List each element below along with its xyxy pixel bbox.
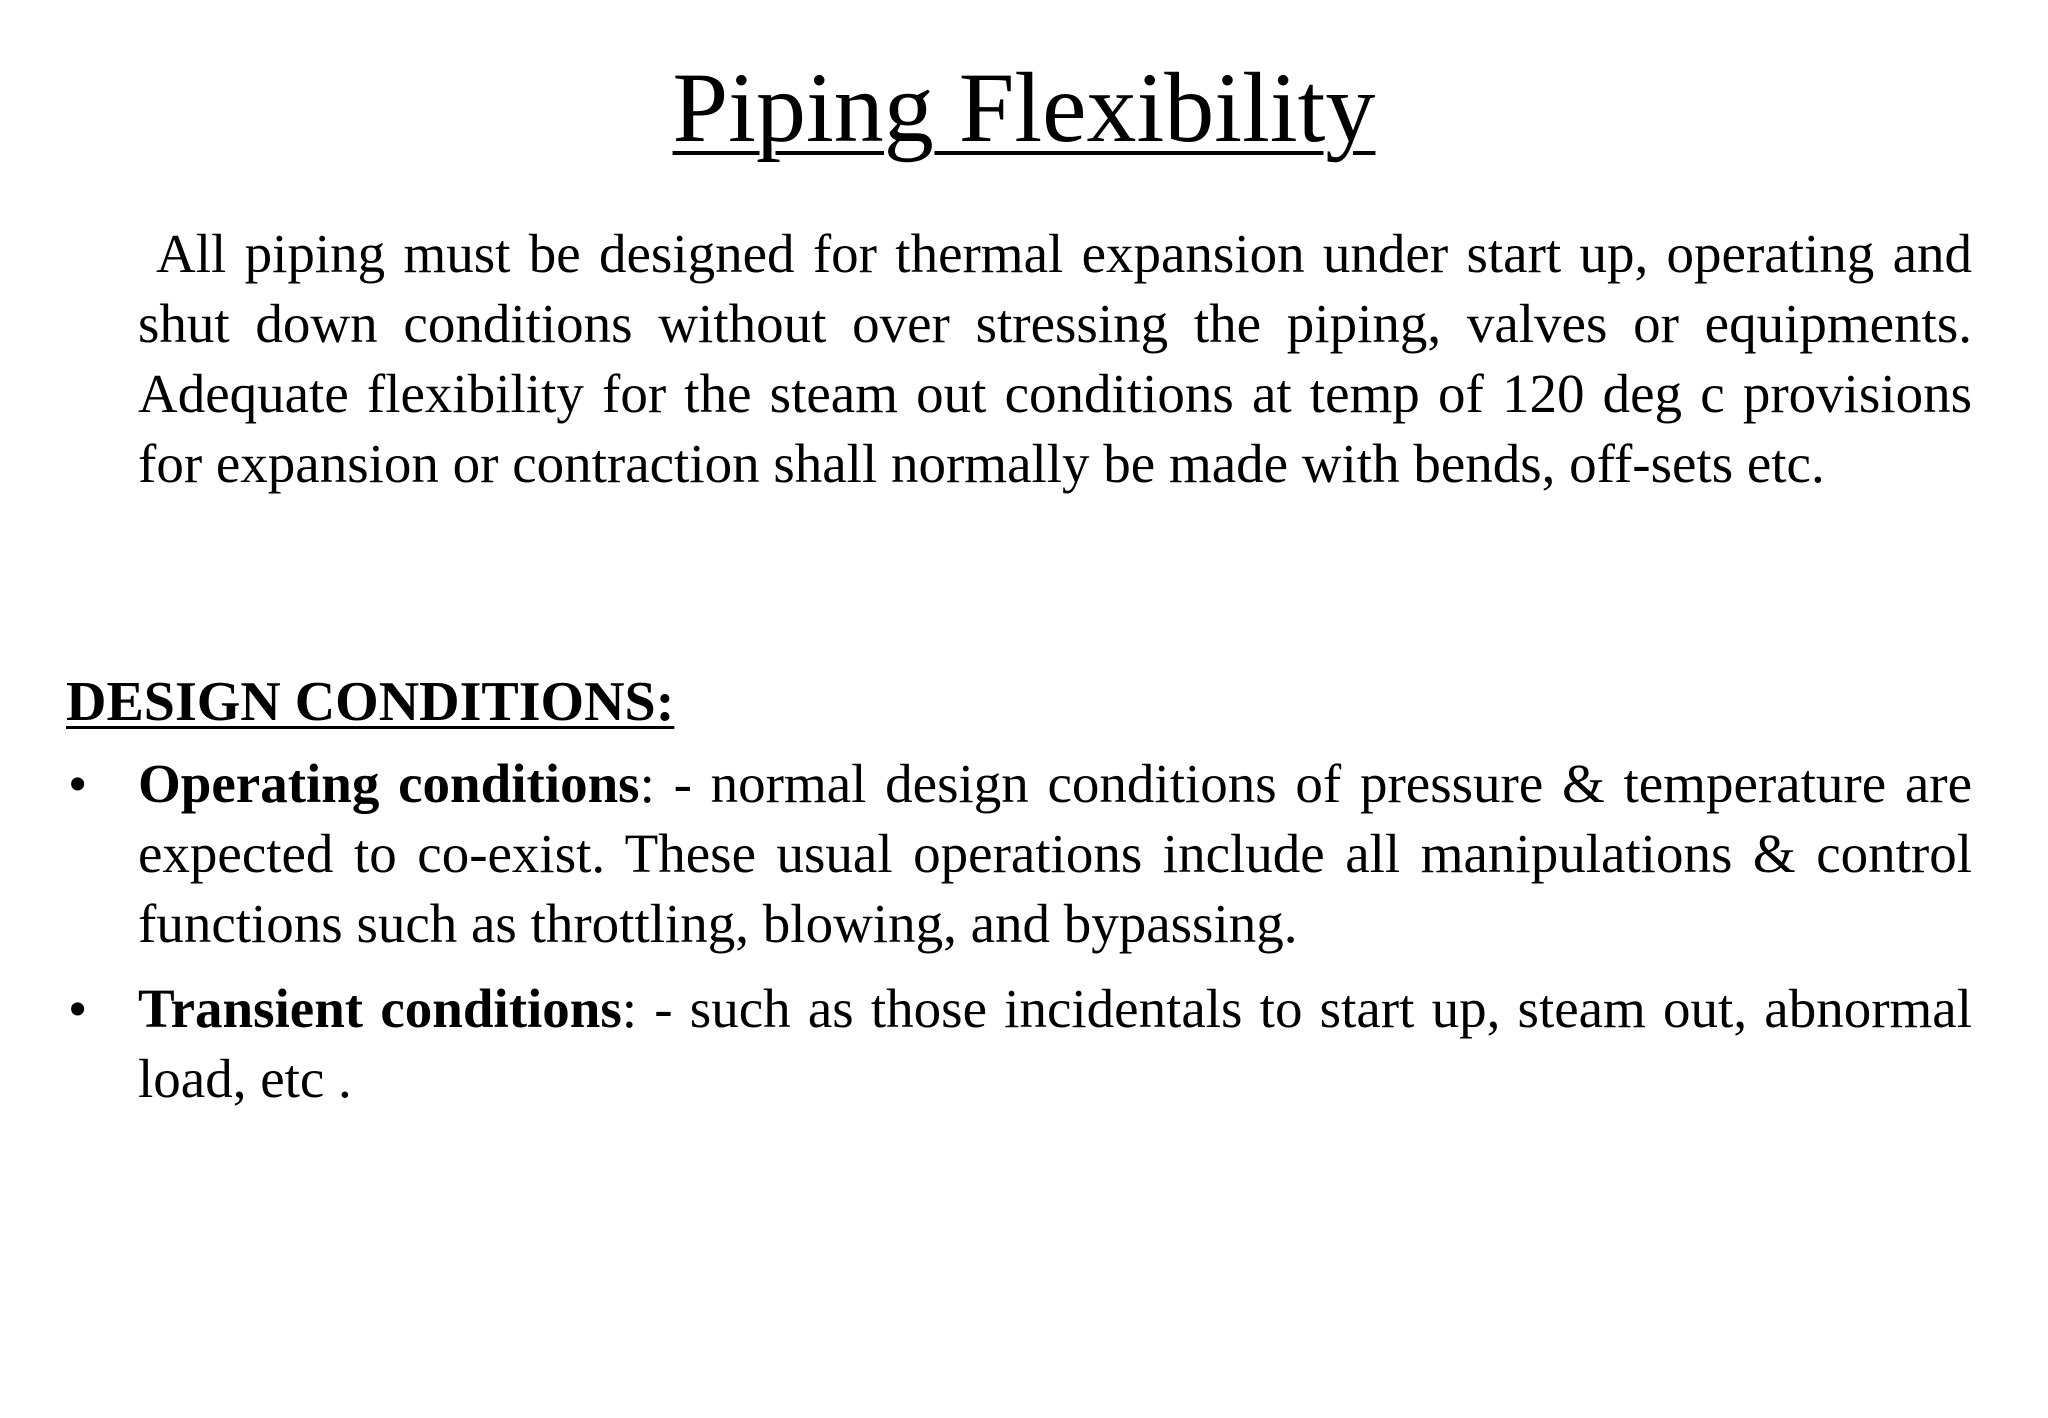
bullet-icon: • — [68, 753, 88, 814]
page-title-text: Piping Flexibility — [672, 52, 1376, 163]
bullet-term: Operating conditions — [138, 753, 640, 814]
bullet-description: : - such as those incidentals to start up, steam out, abnormal load, etc . — [138, 978, 1973, 1109]
page-title — [0, 50, 2048, 165]
list-item — [0, 974, 2048, 1114]
section-heading: DESIGN CONDITIONS: — [66, 671, 675, 733]
bullet-icon: • — [68, 978, 88, 1039]
list-item — [0, 749, 2048, 959]
bullet-text — [138, 974, 1972, 1114]
bullet-term: Transient conditions — [138, 978, 622, 1039]
intro-paragraph: All piping must be designed for thermal expansion under start up, operating and shut down conditions without over stressing the piping, valves or equipments. Adequate flexibility for the steam out conditions at temp of 120 deg c provisions for expansion or contraction shall normally be made with bends, off-sets etc. — [138, 223, 1972, 494]
bullet-text — [138, 749, 1972, 959]
bullet-description: : - normal design conditions of pressure & temperature are expected to co-exist. These usual operations include all manipulations & control functions such as throttling, blowing, and bypassing. — [138, 753, 1972, 954]
design-conditions-list — [0, 749, 2048, 1129]
